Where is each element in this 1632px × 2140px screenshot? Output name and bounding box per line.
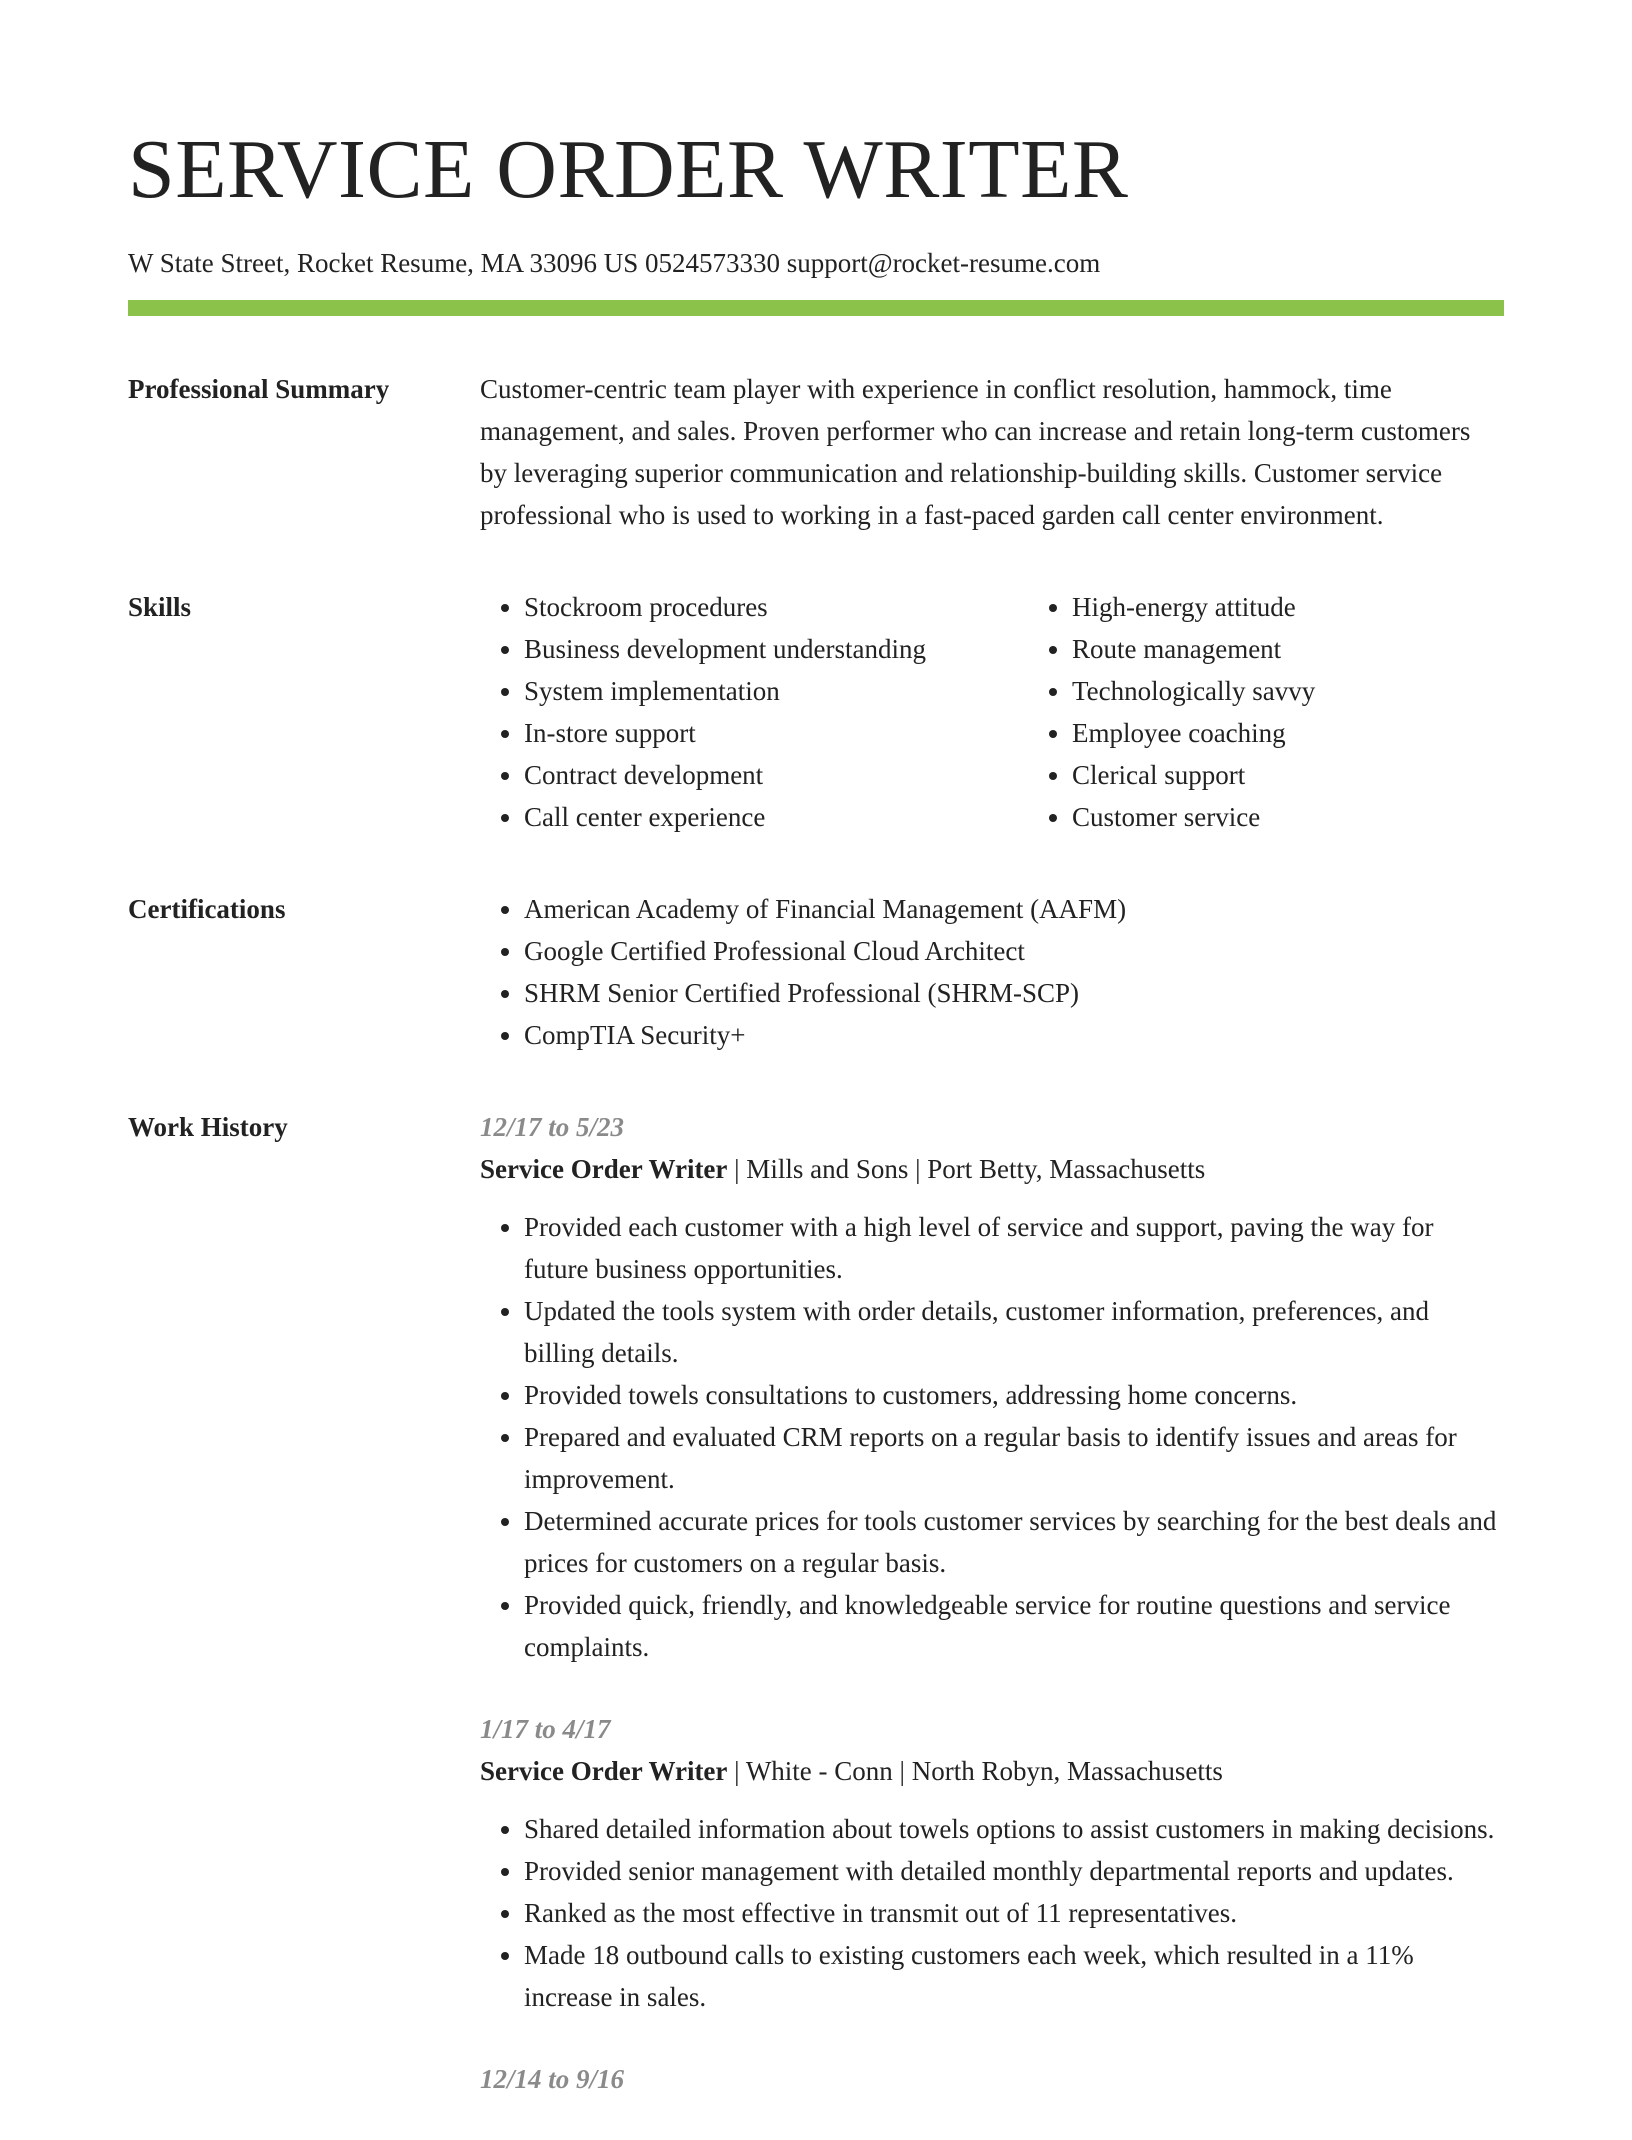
skill-item: • Business development understanding	[524, 628, 1028, 670]
certification-item: • CompTIA Security+	[524, 1014, 1504, 1056]
job-bullet: • Provided quick, friendly, and knowledgeable service for routine questions and service complaints.	[524, 1584, 1504, 1668]
job-bullet: • Determined accurate prices for tools customer services by searching for the best deals and prices for customers on a regular basis.	[524, 1500, 1504, 1584]
skill-item: • Technologically savvy	[1072, 670, 1504, 712]
skill-item: • Route management	[1072, 628, 1504, 670]
section-label-skills: Skills	[128, 592, 192, 622]
job-bullets	[480, 1808, 1504, 2018]
skill-item: • System implementation	[524, 670, 1028, 712]
skill-item: • Employee coaching	[1072, 712, 1504, 754]
job-bullets	[480, 1206, 1504, 1668]
job-employer-location: | Mills and Sons | Port Betty, Massachusetts	[727, 1154, 1206, 1184]
certification-item: • Google Certified Professional Cloud Architect	[524, 930, 1504, 972]
contact-info: W State Street, Rocket Resume, MA 33096 US 0524573330 support@rocket-resume.com	[128, 248, 1101, 278]
section-label-work-history: Work History	[128, 1112, 288, 1142]
certifications-list	[480, 888, 1504, 1056]
job-bullet: • Shared detailed information about towels options to assist customers in making decisions.	[524, 1808, 1504, 1850]
job-bullet: • Made 18 outbound calls to existing customers each week, which resulted in a 11% increase in sales.	[524, 1934, 1504, 2018]
job-entry	[480, 1106, 1504, 1668]
job-heading	[480, 1148, 1504, 1190]
job-dates: 12/14 to 9/16	[480, 2064, 625, 2094]
resume-page	[128, 0, 1504, 2140]
job-entry	[480, 1708, 1504, 2018]
job-title: Service Order Writer	[480, 1154, 728, 1184]
job-bullet: • Updated the tools system with order details, customer information, preferences, and billing details.	[524, 1290, 1504, 1374]
skill-item: • High-energy attitude	[1072, 586, 1504, 628]
job-heading	[480, 1750, 1504, 1792]
job-bullet: • Provided towels consultations to customers, addressing home concerns.	[524, 1374, 1504, 1416]
skill-item: • Customer service	[1072, 796, 1504, 838]
certification-item: • American Academy of Financial Management (AAFM)	[524, 888, 1504, 930]
certifications-section	[128, 888, 1504, 1056]
job-bullet: • Ranked as the most effective in transmit out of 11 representatives.	[524, 1892, 1504, 1934]
skill-item: • Contract development	[524, 754, 1028, 796]
job-entry	[480, 2058, 1504, 2100]
certification-item: • SHRM Senior Certified Professional (SHRM-SCP)	[524, 972, 1504, 1014]
job-dates: 12/17 to 5/23	[480, 1112, 625, 1142]
job-dates: 1/17 to 4/17	[480, 1714, 611, 1744]
section-label-certifications: Certifications	[128, 894, 286, 924]
skill-item: • Call center experience	[524, 796, 1028, 838]
section-label-summary: Professional Summary	[128, 374, 390, 404]
skill-item: • Stockroom procedures	[524, 586, 1028, 628]
resume-name: SERVICE ORDER WRITER	[128, 123, 1129, 216]
skill-item: • Clerical support	[1072, 754, 1504, 796]
job-bullet: • Prepared and evaluated CRM reports on a regular basis to identify issues and areas for improvement.	[524, 1416, 1504, 1500]
skills-list-left	[480, 586, 1028, 838]
job-title: Service Order Writer	[480, 1756, 728, 1786]
skills-list-right	[1028, 586, 1504, 838]
accent-divider	[128, 300, 1504, 316]
job-bullet: • Provided each customer with a high level of service and support, paving the way for future business opportunities.	[524, 1206, 1504, 1290]
summary-section	[128, 368, 1504, 536]
job-bullet: • Provided senior management with detailed monthly departmental reports and updates.	[524, 1850, 1504, 1892]
skills-section	[128, 586, 1504, 838]
work-history-section	[128, 1106, 1504, 2140]
summary-text: Customer-centric team player with experience in conflict resolution, hammock, time management, and sales. Proven performer who can increase and retain long-term customers by leveraging superior communication and relationship-building skills. Customer service professional who is used to working in a fast-paced garden call center environment.	[480, 374, 1471, 530]
skill-item: • In-store support	[524, 712, 1028, 754]
job-employer-location: | White - Conn | North Robyn, Massachusetts	[727, 1756, 1223, 1786]
